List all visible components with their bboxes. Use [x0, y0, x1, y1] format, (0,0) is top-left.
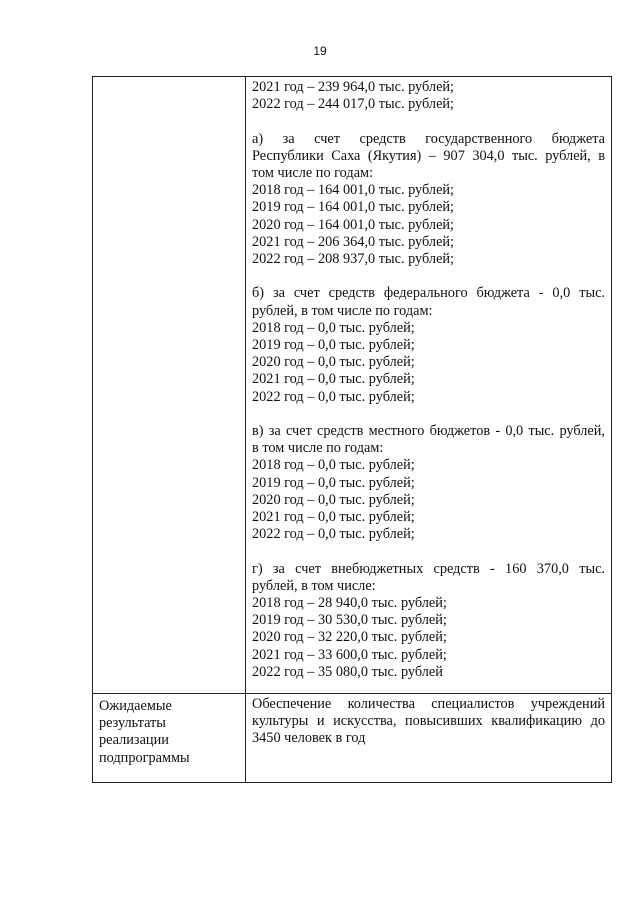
section-a-heading: Республики Саха (Якутия) – 907 304,0 тыс. рублей, в: [252, 147, 605, 164]
section-g-heading: рублей, в том числе:: [252, 577, 376, 594]
results-text-cell: [246, 694, 612, 783]
results-label: подпрограммы: [99, 749, 190, 766]
results-label: реализации: [99, 732, 169, 749]
section-g-year: 2021 год – 33 600,0 тыс. рублей;: [252, 646, 447, 663]
results-text: 3450 человек в год: [252, 730, 366, 747]
results-label: результаты: [99, 715, 166, 732]
table-row-funding: [93, 77, 612, 694]
section-v-year: 2020 год – 0,0 тыс. рублей;: [252, 491, 415, 508]
section-b-year: 2020 год – 0,0 тыс. рублей;: [252, 354, 415, 371]
section-g-year: 2018 год – 28 940,0 тыс. рублей;: [252, 595, 447, 612]
funding-line: 2021 год – 239 964,0 тыс. рублей;: [252, 79, 455, 95]
section-b-year: 2018 год – 0,0 тыс. рублей;: [252, 319, 415, 336]
section-b-year: 2021 год – 0,0 тыс. рублей;: [252, 371, 415, 388]
section-g-year: 2022 год – 35 080,0 тыс. рублей: [252, 663, 443, 680]
results-text: Обеспечение количества специалистов учреждений: [252, 696, 605, 712]
table-row-results: [93, 694, 612, 783]
section-a-year: 2019 год – 164 001,0 тыс. рублей;: [252, 199, 455, 216]
section-b-heading: рублей, в том числе по годам:: [252, 302, 433, 319]
section-b-year: 2022 год – 0,0 тыс. рублей;: [252, 388, 415, 405]
section-a-year: 2020 год – 164 001,0 тыс. рублей;: [252, 216, 455, 233]
section-a-heading: том числе по годам:: [252, 165, 374, 181]
funding-table: [92, 76, 612, 783]
results-label-cell: [93, 694, 246, 783]
section-v-year: 2022 год – 0,0 тыс. рублей;: [252, 526, 415, 543]
section-g-year: 2019 год – 30 530,0 тыс. рублей;: [252, 612, 447, 629]
section-b-year: 2019 год – 0,0 тыс. рублей;: [252, 337, 415, 354]
section-v-year: 2019 год – 0,0 тыс. рублей;: [252, 474, 415, 491]
funding-details-cell: [246, 77, 612, 694]
section-b-heading: б) за счет средств федерального бюджета - 0,0 тыс.: [252, 285, 605, 302]
funding-line: 2022 год – 244 017,0 тыс. рублей;: [252, 96, 455, 113]
section-g-heading: г) за счет внебюджетных средств - 160 370,0 тыс.: [252, 560, 605, 577]
section-a-year: 2021 год – 206 364,0 тыс. рублей;: [252, 233, 455, 250]
section-a-heading: а) за счет средств государственного бюджета: [252, 130, 605, 147]
section-v-year: 2018 год – 0,0 тыс. рублей;: [252, 457, 415, 474]
section-g-year: 2020 год – 32 220,0 тыс. рублей;: [252, 629, 447, 646]
page-number: 19: [313, 44, 327, 58]
funding-label-cell: [93, 77, 246, 694]
section-v-heading: в том числе по годам:: [252, 440, 384, 457]
section-a-year: 2022 год – 208 937,0 тыс. рублей;: [252, 251, 455, 268]
section-a-year: 2018 год – 164 001,0 тыс. рублей;: [252, 182, 455, 199]
section-v-year: 2021 год – 0,0 тыс. рублей;: [252, 509, 415, 526]
results-text: культуры и искусства, повысивших квалификацию до: [252, 713, 605, 730]
results-label: Ожидаемые: [99, 698, 172, 714]
section-v-heading: в) за счет средств местного бюджетов - 0,0 тыс. рублей,: [252, 423, 605, 440]
